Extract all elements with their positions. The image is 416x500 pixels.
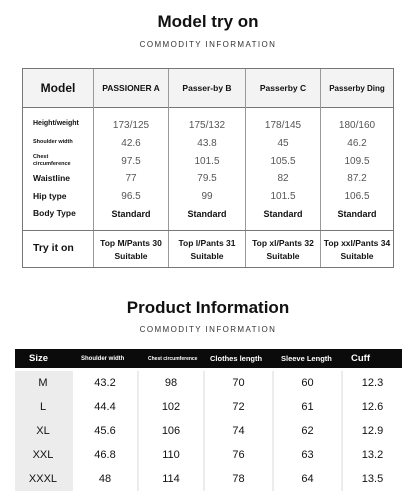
row-label-shoulder-width: Shoulder width <box>33 139 73 145</box>
table-cell: 114 <box>139 467 203 491</box>
model-header-label: Model <box>40 81 76 95</box>
cell-value: 43.8 <box>197 138 217 149</box>
table-cell: 62 <box>274 419 341 443</box>
row-label-body-type: Body Type <box>33 208 76 218</box>
table-cell: 48 <box>73 467 137 491</box>
model-try-on-table <box>22 68 394 268</box>
model-section-title: Model try on <box>157 12 259 31</box>
table-cell: 12.3 <box>343 371 402 395</box>
table-cell: 72 <box>205 395 272 419</box>
cell-value: 178/145 <box>264 120 302 131</box>
product-section-subtitle: COMMODITY INFORMATION <box>139 325 277 334</box>
row-label-chest-circumference: Chest circumference <box>33 154 71 167</box>
table-cell: 76 <box>205 443 272 467</box>
column-header-size: Size <box>29 353 49 364</box>
table-cell: 43.2 <box>73 371 137 395</box>
cell-value: 109.5 <box>344 156 370 167</box>
column-header-clothes-length: Clothes length <box>210 354 263 363</box>
table-cell: 44.4 <box>73 395 137 419</box>
model-name-b: Passer-by B <box>182 83 232 93</box>
row-label-waistline: Waistline <box>33 173 70 183</box>
table-cell: 61 <box>274 395 341 419</box>
table-cell: 74 <box>205 419 272 443</box>
table-cell: 13.2 <box>343 443 402 467</box>
try-it-on-c <box>246 237 320 263</box>
try-size: Top xxl/Pants 34 <box>323 238 391 248</box>
cell-value: 180/160 <box>338 120 376 131</box>
cell-value: 106.5 <box>344 191 370 202</box>
try-size: Top l/Pants 31 <box>178 238 236 248</box>
model-section-subtitle: COMMODITY INFORMATION <box>139 40 277 49</box>
try-fit: Suitable <box>114 251 148 261</box>
try-fit: Suitable <box>266 251 300 261</box>
table-cell: 64 <box>274 467 341 491</box>
table-cell: 63 <box>274 443 341 467</box>
column-header-shoulder-width: Shoulder width <box>81 355 125 362</box>
model-name-a: PASSIONER A <box>102 83 160 93</box>
cell-value: 101.5 <box>194 156 220 167</box>
cell-value: 105.5 <box>270 156 296 167</box>
try-size: Top M/Pants 30 <box>100 238 162 248</box>
cell-value: Standard <box>187 209 227 219</box>
model-name-c: Passerby C <box>259 83 307 93</box>
table-row <box>15 371 402 395</box>
cell-value: 79.5 <box>197 173 217 184</box>
cell-value: 97.5 <box>121 156 141 167</box>
try-fit: Suitable <box>340 251 374 261</box>
product-table-header <box>15 349 402 368</box>
size-cell: M <box>38 377 48 389</box>
table-cell: 70 <box>205 371 272 395</box>
table-cell: 60 <box>274 371 341 395</box>
row-label-hip-type: Hip type <box>33 191 67 201</box>
cell-value: 173/125 <box>112 120 150 131</box>
try-size: Top xl/Pants 32 <box>252 238 314 248</box>
table-cell: 78 <box>205 467 272 491</box>
cell-value: 77 <box>125 173 137 184</box>
cell-value: 101.5 <box>270 191 296 202</box>
column-header-cuff: Cuff <box>351 353 370 364</box>
table-cell: 12.9 <box>343 419 402 443</box>
cell-value: 45 <box>277 138 289 149</box>
try-it-on-a <box>94 237 168 263</box>
cell-value: 42.6 <box>121 138 141 149</box>
try-it-on-d <box>321 237 393 263</box>
cell-value: 87.2 <box>347 173 367 184</box>
row-divider <box>23 230 393 231</box>
product-section-title: Product Information <box>126 298 290 317</box>
table-cell: 102 <box>139 395 203 419</box>
table-cell: 13.5 <box>343 467 402 491</box>
size-cell: XXL <box>32 449 54 461</box>
table-cell: 45.6 <box>73 419 137 443</box>
table-row <box>15 467 402 491</box>
cell-value: 82 <box>277 173 289 184</box>
table-cell: 12.6 <box>343 395 402 419</box>
cell-value: 175/132 <box>188 120 226 131</box>
cell-value: 96.5 <box>121 191 141 202</box>
column-header-chest-circumference: Chest circumference <box>148 355 198 362</box>
product-size-table <box>15 349 402 489</box>
cell-value: Standard <box>263 209 303 219</box>
try-it-on-b <box>169 237 245 263</box>
cell-value: 46.2 <box>347 138 367 149</box>
cell-value: Standard <box>111 209 151 219</box>
model-name-d: Passerby Ding <box>329 83 385 93</box>
try-it-on-label: Try it on <box>33 242 74 254</box>
try-fit: Suitable <box>190 251 224 261</box>
cell-value: 99 <box>201 191 213 202</box>
table-row <box>15 395 402 419</box>
table-cell: 46.8 <box>73 443 137 467</box>
cell-value: Standard <box>337 209 377 219</box>
table-cell: 110 <box>139 443 203 467</box>
size-cell: XXXL <box>28 473 58 485</box>
table-row <box>15 443 402 467</box>
column-header-sleeve-length: Sleeve Length <box>281 354 332 363</box>
row-label-height-weight: Height/weight <box>33 120 79 127</box>
size-cell: L <box>39 401 47 413</box>
table-row <box>15 419 402 443</box>
size-cell: XL <box>36 425 50 437</box>
table-cell: 106 <box>139 419 203 443</box>
table-cell: 98 <box>139 371 203 395</box>
